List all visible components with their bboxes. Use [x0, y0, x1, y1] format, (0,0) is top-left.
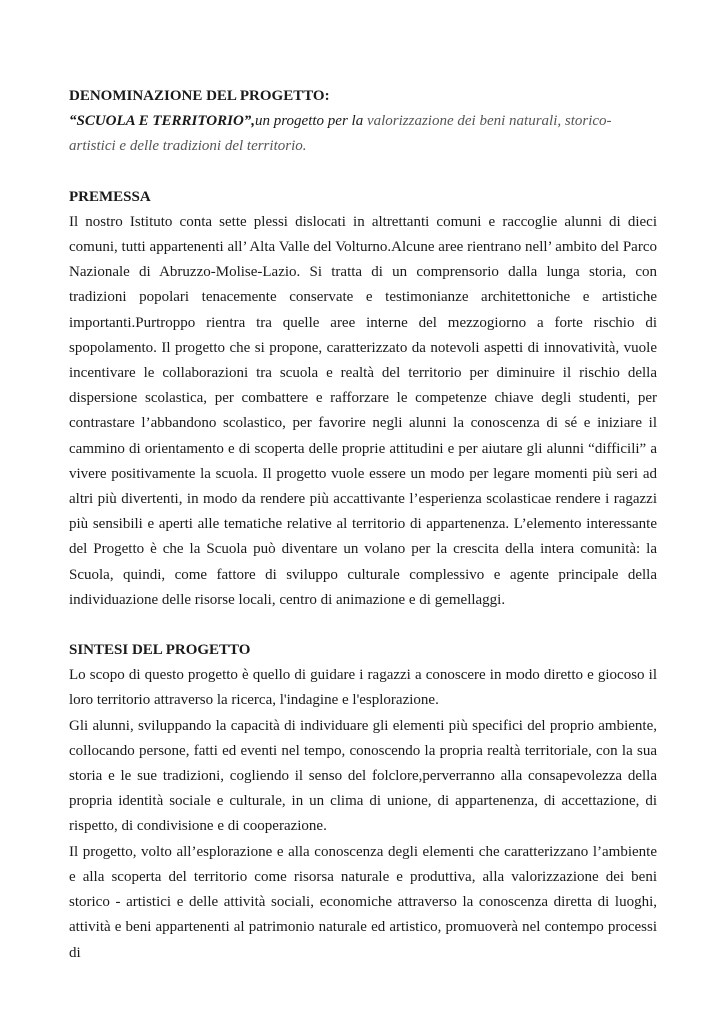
sintesi-paragraph-1: Lo scopo di questo progetto è quello di guidare i ragazzi a conoscere in modo diretto e giocoso il loro territorio attraverso la ricerca, l'indagine e l'esplorazione.: [69, 667, 657, 709]
project-title: [69, 109, 657, 159]
sintesi-paragraph-3: Il progetto, volto all’esplorazione e alla conoscenza degli elementi che caratterizzano l’ambiente e alla scoperta del territorio come risorsa naturale e produttiva, alla valorizzazione dei beni storico - artistici e delle attività sociali, economiche attraverso la conoscenza diretta di luoghi, attività e beni appartenenti al patrimonio naturale ed artistico, promuoverà nel contempo processi di: [69, 843, 657, 961]
document-page: [69, 84, 657, 966]
sintesi-paragraph-2: Gli alunni, sviluppando la capacità di individuare gli elementi più specifici del proprio ambiente, collocando persone, fatti ed eventi nel tempo, conoscendo la propria realtà territoriale, con la sua storia e le sue tradizioni, cogliendo il senso del folclore,perverranno alla consapevolezza della propria identità sociale e culturale, in un clima di unione, di appartenenza, di accettazione, di rispetto, di condivisione e di cooperazione.: [69, 717, 657, 835]
project-title-description: valorizzazione dei beni naturali, storico-artistici e delle tradizioni del territorio.: [69, 113, 612, 155]
section-spacer: [69, 613, 657, 638]
project-title-name: “SCUOLA E TERRITORIO”,: [69, 113, 256, 130]
premessa-heading: PREMESSA: [69, 188, 151, 205]
section-spacer: [69, 160, 657, 185]
project-title-intro: un progetto per la: [255, 113, 367, 130]
project-name-heading: DENOMINAZIONE DEL PROGETTO:: [69, 88, 330, 104]
sintesi-heading: SINTESI DEL PROGETTO: [69, 642, 251, 659]
premessa-paragraph: Il nostro Istituto conta sette plessi dislocati in altrettanti comuni e raccoglie alunni di dieci comuni, tutti appartenenti all’ Alta Valle del Volturno.Alcune aree rientrano nell’ ambito del Parco Nazionale di Abruzzo-Molise-Lazio. Si tratta di un comprensorio dalla lunga storia, con tradizioni popolari tenacemente conservate e testimonianze architettoniche e artistiche importanti.Purtroppo rientra tra quelle aree interne del mezzogiorno a forte rischio di spopolamento. Il progetto che si propone, caratterizzato da notevoli aspetti di innovatività, vuole incentivare le collaborazioni tra scuola e realtà del territorio per diminuire il rischio della dispersione scolastica, per combattere e rafforzare le competenze chiave degli studenti, per contrastare l’abbandono scolastico, per favorire negli alunni la conoscenza di sé e iniziare il cammino di orientamento e di scoperta delle proprie attitudini e per aiutare gli alunni “difficili” a vivere positivamente la scuola. Il progetto vuole essere un modo per legare momenti più seri ad altri più divertenti, in modo da rendere più accattivante l’esperienza scolasticae rendere i ragazzi più sensibili e aperti alle tematiche relative al territorio di appartenenza. L’elemento interessante del Progetto è che la Scuola può diventare un volano per la crescita della intera comunità: la Scuola, quindi, come fattore di sviluppo culturale complessivo e agente principale della individuazione delle risorse locali, centro di animazione e di gemellaggi.: [69, 213, 657, 608]
